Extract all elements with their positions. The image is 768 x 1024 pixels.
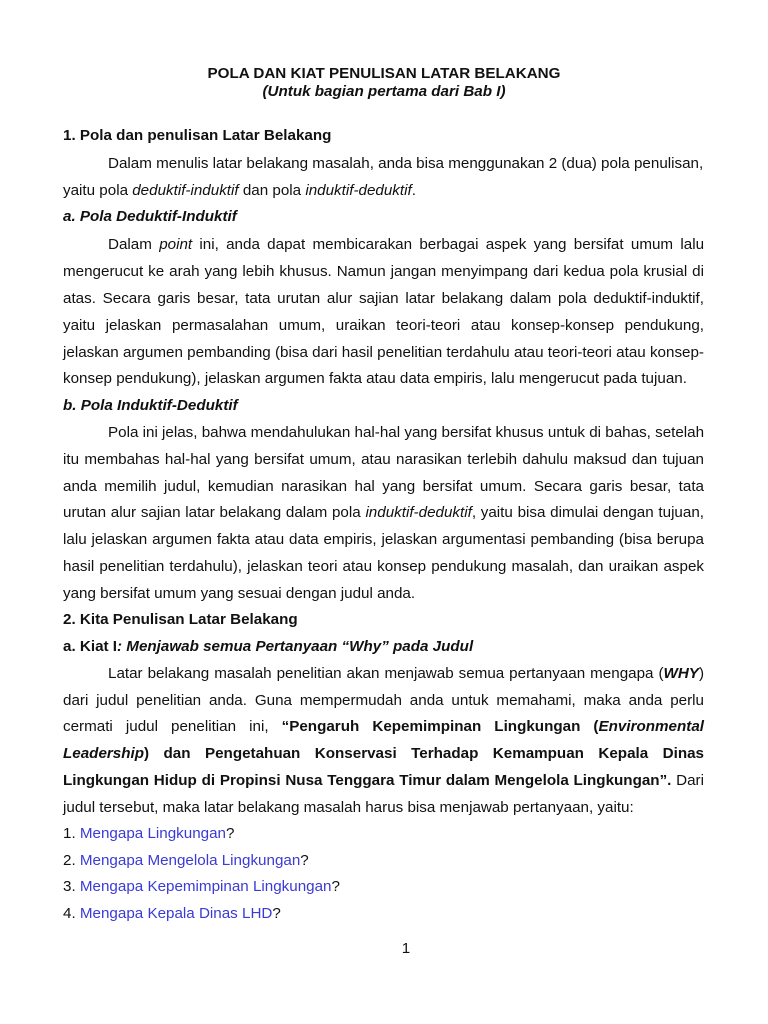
sb-para-line: lalu jelaskan argumen fakta atau data empiris, jelaskan argumentasi pembanding (bisa berupa bbox=[63, 531, 704, 548]
sb-para-line: hasil penelitian terdahulu), jelaskan teori atau konsep pendukung masalah, dan uraikan aspek bbox=[63, 558, 704, 575]
s1-para-line: Dalam menulis latar belakang masalah, anda bisa menggunakan 2 (dua) pola penulisan, bbox=[108, 155, 704, 172]
sb-para-line: urutan alur sajian latar belakang dalam pola induktif-deduktif, yaitu bisa dimulai dengan tujuan, bbox=[63, 504, 704, 521]
section-a-heading: a. Pola Deduktif-Induktif bbox=[63, 208, 237, 225]
section-b-heading: b. Pola Induktif-Deduktif bbox=[63, 397, 238, 414]
s2-para-line: cermati judul penelitian ini, “Pengaruh Kepemimpinan Lingkungan (Environmental bbox=[63, 718, 704, 735]
sb-para-line: itu membahas hal-hal yang bersifat umum, atau narasikan terlebih dahulu maksud dan tujuan bbox=[63, 451, 704, 468]
sb-para-line: yang bersifat umum yang sesuai dengan judul anda. bbox=[63, 585, 416, 602]
sa-para-line: jelaskan argumen pembanding (bisa dari hasil penelitian terdahulu atau teori-teori atau konsep- bbox=[63, 344, 704, 361]
question-item: 4. Mengapa Kepala Dinas LHD? bbox=[63, 905, 281, 922]
kiat-1-heading: a. Kiat I: Menjawab semua Pertanyaan “Why” pada Judul bbox=[63, 638, 474, 655]
sa-para-line: konsep pendukung), jelaskan argumen fakta atau data empiris, lalu mengerucut pada tujuan. bbox=[63, 370, 687, 387]
s2-para-line: Latar belakang masalah penelitian akan menjawab semua pertanyaan mengapa (WHY) bbox=[108, 665, 704, 682]
s2-para-line: judul tersebut, maka latar belakang masalah harus bisa menjawab pertanyaan, yaitu: bbox=[63, 799, 634, 816]
s2-para-line: Lingkungan Hidup di Propinsi Nusa Tenggara Timur dalam Mengelola Lingkungan”. Dari bbox=[63, 772, 704, 789]
section-2-heading: 2. Kita Penulisan Latar Belakang bbox=[63, 611, 298, 628]
sb-para-line: Pola ini jelas, bahwa mendahulukan hal-hal yang bersifat khusus untuk di bahas, setelah bbox=[108, 424, 705, 441]
sa-para-line: yaitu jelaskan permasalahan umum, uraikan teori-teori atau konsep-konsep pendukung, bbox=[63, 317, 704, 334]
sa-para-line: atas. Secara garis besar, tata urutan alur sajian latar belakang dalam pola deduktif-induktif, bbox=[63, 290, 704, 307]
s2-para-line: Leadership) dan Pengetahuan Konservasi Terhadap Kemampuan Kepala Dinas bbox=[63, 745, 704, 762]
s1-para-line: yaitu pola deduktif-induktif dan pola induktif-deduktif. bbox=[63, 182, 416, 199]
question-item: 3. Mengapa Kepemimpinan Lingkungan? bbox=[63, 878, 340, 895]
page-number: 1 bbox=[401, 940, 411, 957]
s2-para-line: dari judul penelitian anda. Guna mempermudah anda untuk memahami, maka anda perlu bbox=[63, 692, 704, 709]
question-item: 2. Mengapa Mengelola Lingkungan? bbox=[63, 852, 309, 869]
document-subtitle: (Untuk bagian pertama dari Bab I) bbox=[262, 83, 506, 100]
question-item: 1. Mengapa Lingkungan? bbox=[63, 825, 235, 842]
sa-para-line: mengerucut ke arah yang lebih khusus. Namun jangan menyimpang dari kedua pola krusial di bbox=[63, 263, 704, 280]
sb-para-line: anda memilih judul, kemudian narasikan hal yang bersifat umum. Secara garis besar, tata bbox=[63, 478, 704, 495]
section-1-heading: 1. Pola dan penulisan Latar Belakang bbox=[63, 127, 332, 144]
sa-para-line: Dalam point ini, anda dapat membicarakan berbagai aspek yang bersifat umum lalu bbox=[108, 236, 705, 253]
document-title: POLA DAN KIAT PENULISAN LATAR BELAKANG bbox=[207, 65, 561, 82]
